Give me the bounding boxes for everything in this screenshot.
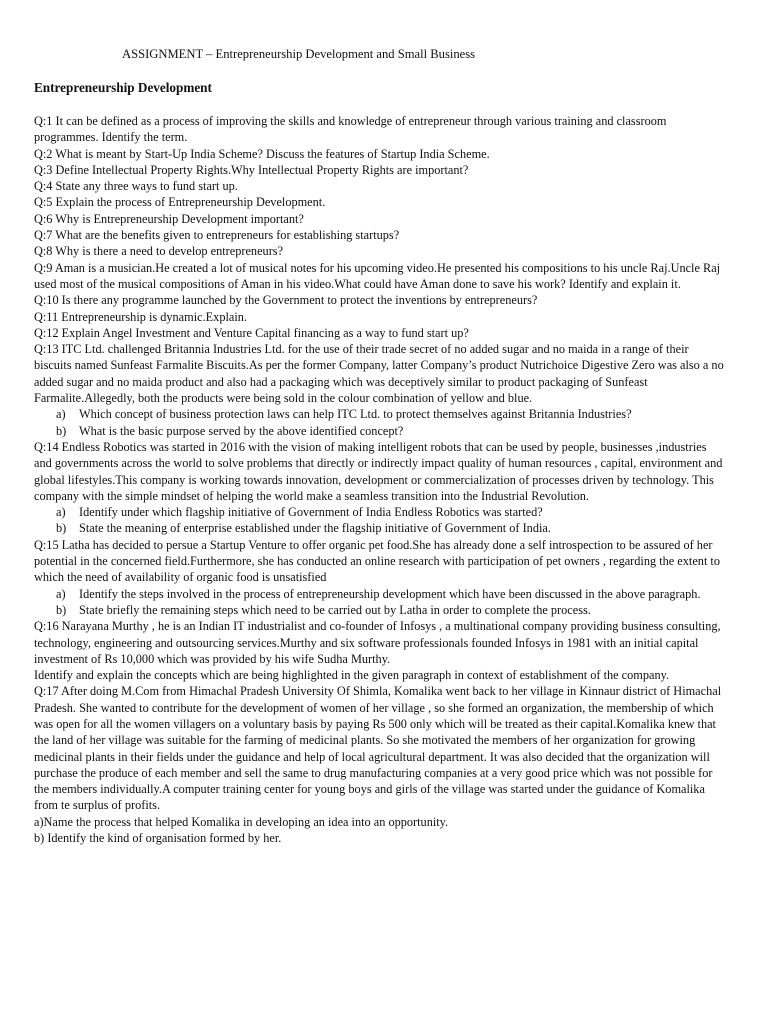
question-15-part-a	[34, 586, 724, 602]
sub-text: State the meaning of enterprise established under the flagship initiative of Government of India.	[79, 521, 551, 536]
section-heading: Entrepreneurship Development	[34, 80, 212, 95]
question-8: Q:8 Why is there a need to develop entrepreneurs?	[34, 244, 284, 259]
sub-text: What is the basic purpose served by the above identified concept?	[79, 423, 404, 438]
question-17: Q:17 After doing M.Com from Himachal Pradesh University Of Shimla, Komalika went back to her village in Kinnaur district of Himachal Pradesh. She wanted to contribute for the development of women of her village , so she formed an organization, the membership of which was open for all the women villagers on a voluntary basis by paying Rs 500 only which will be treated as their capital.Komalika knew that the land of her village was suitable for the farming of medicinal plants. So she motivated the members of her organization for growing medicinal plants in their fields under the guidance and help of local agricultural department. It was also decided that the organization will purchase the produce of each member and sell the same to drug manufacturing companies at a very good price which was not possible for the members individually.A computer training center for young boys and girls of the village was started under the guidance of Komalika from te surplus of profits.	[34, 684, 722, 813]
question-4: Q:4 State any three ways to fund start up.	[34, 179, 238, 194]
question-17-part-a: a)Name the process that helped Komalika in developing an idea into an opportunity.	[34, 814, 449, 829]
question-13-part-a	[34, 406, 724, 422]
question-15: Q:15 Latha has decided to persue a Startup Venture to offer organic pet food.She has already done a self introspection to be assured of her potential in the concerned field.Furthermore, she has conducted an online research with participation of pet owners , regarding the extent to which the need of availability of organic food is unsatisfied	[34, 537, 720, 585]
question-15-part-b	[34, 602, 724, 618]
question-5: Q:5 Explain the process of Entrepreneurship Development.	[34, 195, 326, 210]
question-12: Q:12 Explain Angel Investment and Venture Capital financing as a way to fund start up?	[34, 325, 469, 340]
assignment-title: ASSIGNMENT – Entrepreneurship Development and Small Business	[122, 47, 476, 61]
question-17-part-b: b) Identify the kind of organisation formed by her.	[34, 831, 282, 846]
sub-label: b)	[56, 521, 67, 536]
sub-label: a)	[56, 586, 66, 601]
question-16: Q:16 Narayana Murthy , he is an Indian IT industrialist and co-founder of Infosys , a multinational company providing business consulting, technology, engineering and outsourcing services.Murthy and six software professionals founded Infosys in 1981 with an initial capital investment of Rs 10,000 which was provided by his wife Sudha Murthy.	[34, 619, 721, 666]
sub-label: b)	[56, 602, 67, 617]
question-13: Q:13 ITC Ltd. challenged Britannia Industries Ltd. for the use of their trade secret of no added sugar and no maida in a range of their biscuits named Sunfeast Farmalite Biscuits.As per the former Company, latter Company’s product Nutrichoice Digestive Zero was also a no added sugar and no maida product and also had a packaging which was deceptively similar to product packaging of Sunfeast Farmalite.Allegedly, both the products were being sold in the colour combination of yellow and blue.	[34, 342, 724, 406]
question-6: Q:6 Why is Entrepreneurship Development important?	[34, 211, 304, 226]
sub-text: Identify under which flagship initiative of Government of India Endless Robotics was started?	[79, 505, 543, 520]
sub-text: Which concept of business protection laws can help ITC Ltd. to protect themselves against Britannia Industries?	[79, 407, 632, 422]
sub-label: a)	[56, 407, 66, 422]
question-14: Q:14 Endless Robotics was started in 2016 with the vision of making intelligent robots that can be used by people, businesses ,industries and governments across the world to solve problems that directly or indirectly impact quality of human resources , capital, environment and global lifestyles.This company is working towards innovation, development or commercialization of processes driven by technology. This company with the simple mindset of helping the world make a seamless transition into the Industrial Revolution.	[34, 439, 723, 503]
question-list	[34, 113, 724, 846]
question-13-part-b	[34, 423, 724, 439]
question-16-prompt: Identify and explain the concepts which are being highlighted in the given paragraph in context of establishment of the company.	[34, 668, 670, 683]
question-1: Q:1 It can be defined as a process of improving the skills and knowledge of entrepreneur through various training and classroom programmes. Identify the term.	[34, 114, 667, 145]
sub-text: Identify the steps involved in the process of entrepreneurship development which have been discussed in the above paragraph.	[79, 586, 701, 601]
question-2: Q:2 What is meant by Start-Up India Scheme? Discuss the features of Startup India Scheme.	[34, 146, 490, 161]
sub-text: State briefly the remaining steps which need to be carried out by Latha in order to complete the process.	[79, 602, 591, 617]
question-7: Q:7 What are the benefits given to entrepreneurs for establishing startups?	[34, 228, 400, 243]
question-9: Q:9 Aman is a musician.He created a lot of musical notes for his upcoming video.He presented his compositions to his uncle Raj.Uncle Raj used most of the musical compositions of Aman in his video.What could have Aman done to save his work? Identify and explain it.	[34, 260, 721, 291]
question-3: Q:3 Define Intellectual Property Rights.Why Intellectual Property Rights are important?	[34, 162, 469, 177]
question-14-part-b	[34, 520, 724, 536]
sub-label: a)	[56, 505, 66, 520]
question-14-part-a	[34, 504, 724, 520]
question-10: Q:10 Is there any programme launched by the Government to protect the inventions by entrepreneurs?	[34, 293, 538, 308]
sub-label: b)	[56, 423, 67, 438]
question-11: Q:11 Entrepreneurship is dynamic.Explain.	[34, 309, 247, 324]
